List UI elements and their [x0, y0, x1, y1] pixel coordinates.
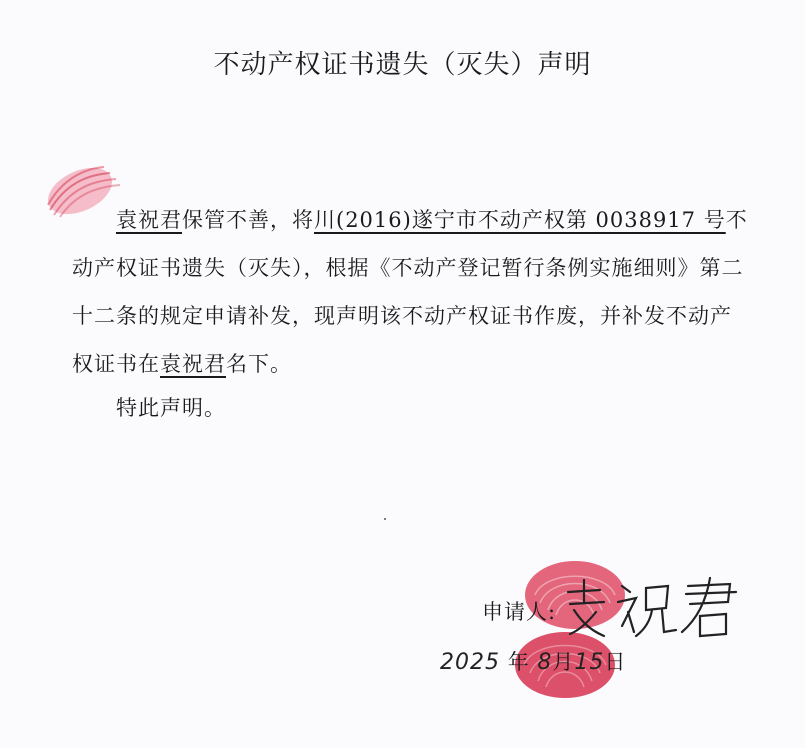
applicant-label: 申请人: — [482, 600, 557, 624]
date-year-label: 年 — [507, 650, 530, 674]
certificate-number: 川(2016)遂宁市不动产权第 0038917 号 — [314, 208, 726, 232]
speck — [384, 518, 386, 520]
applicant-name: 袁祝君 — [116, 208, 182, 232]
date-line — [440, 646, 626, 676]
handwritten-signature — [560, 572, 750, 642]
date-year: 2025 — [440, 650, 500, 675]
date-day-label: 日 — [604, 650, 627, 674]
date-day: 15 — [574, 650, 605, 675]
date-month: 8 — [537, 650, 553, 675]
statement-body — [72, 196, 752, 388]
date-month-label: 月 — [552, 650, 575, 674]
statement-paragraph: 袁祝君保管不善，将川(2016)遂宁市不动产权第 0038917 号不动产权证书遗失（灭失），根据《不动产登记暂行条例实施细则》第二十二条的规定申请补发，现声明该不动产权证书作废，并补发不动产权证书在袁祝君名下。 — [72, 208, 748, 376]
document-title: 不动产权证书遗失（灭失）声明 — [213, 50, 592, 80]
closing-text: 特此声明。 — [116, 396, 226, 420]
applicant-name-2: 袁祝君 — [160, 352, 226, 376]
